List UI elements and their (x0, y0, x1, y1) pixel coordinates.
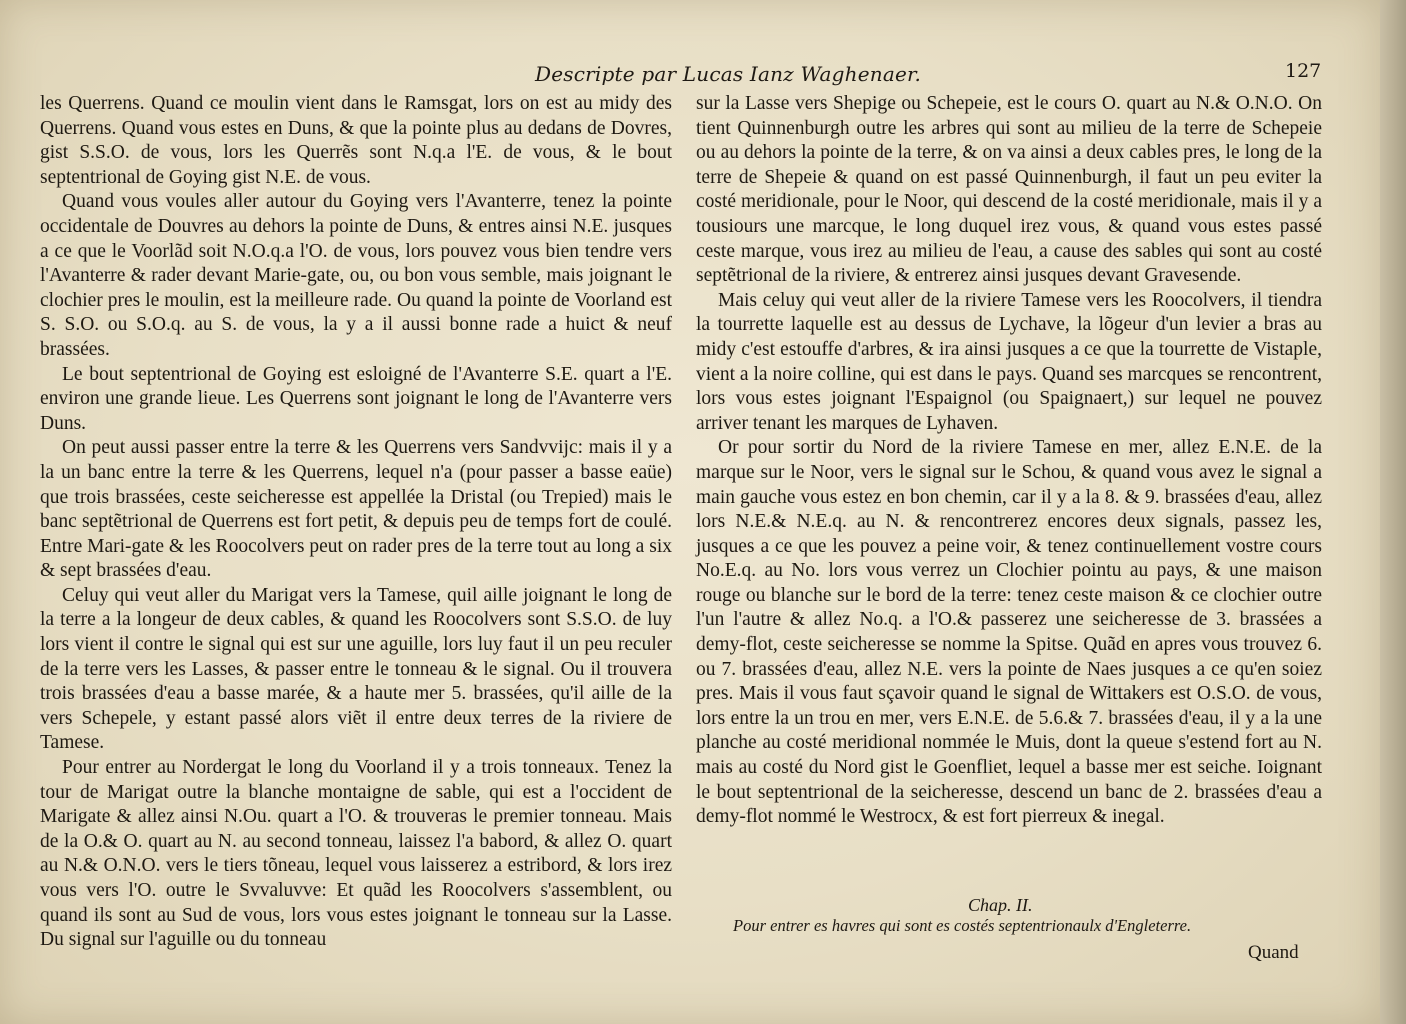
catchword: Quand (1248, 942, 1299, 963)
right-column (696, 92, 1322, 830)
paragraph: les Querrens. Quand ce moulin vient dans le Ramsgat, lors on est au midy des Querrens. Quand vous estes en Duns, & que la pointe plus au dedans de Dovres, gist S.S.O. de vous, lors les Querrẽs sont N.q.a l'E. de vous, & le bout septentrional de Goying gist N.E. de vous. (40, 93, 672, 188)
chapter-heading: Chap. II. (968, 895, 1033, 915)
paragraph: Or pour sortir du Nord de la riviere Tamese en mer, allez E.N.E. de la marque sur le Noor, vers le signal sur le Schou, & quand vous avez le signal a main gauche vous estez en bon chemin, car il y a la 8. & 9. brassées d'eau, allez lors N.E.& N.E.q. au N. & rencontrerez encores deux signals, passez les, jusques a ce que les pouvez a peine voir, & tenez continuellement vostre cours No.E.q. au No. lors vous verrez un Clochier pointu au pays, & une maison rouge ou blanche sur le bord de la terre: tenez ceste maison & ce clochier outre l'un l'autre & allez No.q. a l'O.& passerez une seicheresse de 3. brassées a demy-flot, ceste seicheresse se nomme la Spitse. Quãd en apres vous trouvez 6. ou 7. brassées d'eau, allez N.E. vers la pointe de Naes jusques a ce qu'en soiez pres. Mais il vous faut sçavoir quand le signal de Wittakers est O.S.O. de vous, lors entre la un trou en mer, vers E.N.E. de 5.6.& 7. brassées d'eau, il y a la une planche au costé meridional nommée le Muis, dont la queue s'estend fort au N. mais au costé du Nord gist le Goenfliet, lequel a basse mer est seiche. Ioignant le bout septentrional de la seicheresse, descend un banc de 2. brassées d'eau a demy-flot nommé le Westrocx, & est fort pierreux & inegal. (696, 437, 1322, 828)
paragraph: Pour entrer au Nordergat le long du Voorland il y a trois tonneaux. Tenez la tour de Marigat outre la blanche montaigne de sable, qui est a l'occident de Marigate & allez ainsi N.Ou. quart a l'O. & trouveras le premier tonneau. Mais de la O.& O. quart au N. au second tonneau, laissez l'a babord, & allez O. quart au N.& O.N.O. vers le tiers tõneau, lequel vous laisserez a estribord, & lors irez vous vers l'O. outre le Svvaluvve: Et quãd les Roocolvers s'assemblent, ou quand ils sont au Sud de vous, lors vous estes joignant le tonneau sur la Lasse. Du signal sur l'aguille ou du tonneau (40, 757, 672, 951)
page-edge (1380, 0, 1406, 1024)
chapter-subtitle: Pour entrer es havres qui sont es costés septentrionaulx d'Engleterre. (733, 916, 1192, 935)
paragraph: Celuy qui veut aller du Marigat vers la Tamese, quil aille joignant le long de la terre a la longeur de deux cables, & quand les Roocolvers sont S.S.O. de luy lors vient il contre le signal qui est sur une aguille, lors luy faut il un peu reculer de la terre vers les Lasses, & passer entre le tonneau & le signal. Ou il trouvera trois brassées d'eau a basse marée, & a haute mer 5. brassées, qu'il aille de la vers Schepele, y estant passé alors viẽt il entre deux terres de la riviere de Tamese. (40, 584, 672, 754)
paragraph: Mais celuy qui veut aller de la riviere Tamese vers les Roocolvers, il tiendra la tourrette laquelle est au dessus de Lychave, la lõgeur d'un levier a bras au midy c'est estouffe d'arbres, & ira ainsi jusques a ce que la tourrette de Vistaple, vient a la noire colline, qui est dans le pays. Quand ses marcques se rencontrent, lors vous estes joignant l'Espaignol (ou Spaignaert,) sur lequel ne pouvez arriver tenant les marques de Lyhaven. (696, 289, 1322, 434)
running-title: Descripte par Lucas Ianz Waghenaer. (535, 62, 922, 86)
paragraph: Quand vous voules aller autour du Goying vers l'Avanterre, tenez la pointe occidentale de Douvres au dehors la pointe de Duns, & entres ainsi N.E. jusques a ce que le Voorlãd soit N.O.q.a l'O. de vous, lors pouvez vous bien tendre vers l'Avanterre & rader devant Marie-gate, ou, ou bon vous semble, mais joignant le clochier pres le moulin, est la meilleure rade. Ou quand la pointe de Voorland est S. S.O. ou S.O.q. au S. de vous, la y a il aussi bonne rade a huict & neuf brassées. (40, 191, 672, 360)
paragraph: sur la Lasse vers Shepige ou Schepeie, est le cours O. quart au N.& O.N.O. On tient Quinnenburgh outre les arbres qui sont au milieu de la terre de Schepeie ou au dehors la pointe de la terre, & on va ainsi a deux cables pres, le long de la terre de Shepeie & quand on est passé Quinnenburgh, il faut un peu eviter la costé meridionale, pour le Noor, qui descend de la costé meridionale, mais il y a tousiours une marcque, le long duquel irez vous, & quand vous estes passé ceste marque, vous irez au milieu de l'eau, a cause des sables qui sont au costé septẽtrional de la riviere, & entrerez ainsi jusques devant Gravesende. (696, 93, 1322, 287)
page-header (0, 58, 1380, 88)
page-number: 127 (1285, 60, 1322, 82)
paragraph: Le bout septentrional de Goying est esloigné de l'Avanterre S.E. quart a l'E. environ une grande lieue. Les Querrens sont joignant le long de l'Avanterre vers Duns. (40, 363, 672, 434)
left-column (40, 92, 672, 953)
paragraph: On peut aussi passer entre la terre & les Querrens vers Sandvvijc: mais il y a la un banc entre la terre & les Querrens, lequel n'a (pour passer a basse eaüe) que trois brassées, ceste seicheresse est appellée la Dristal (ou Trepied) mais le banc septẽtrional de Querrens est fort petit, & depuis peu de temps fort de coulé. Entre Mari-gate & les Roocolvers peut on rader pres de la terre tout au long a six & sept brassées d'eau. (40, 437, 672, 582)
